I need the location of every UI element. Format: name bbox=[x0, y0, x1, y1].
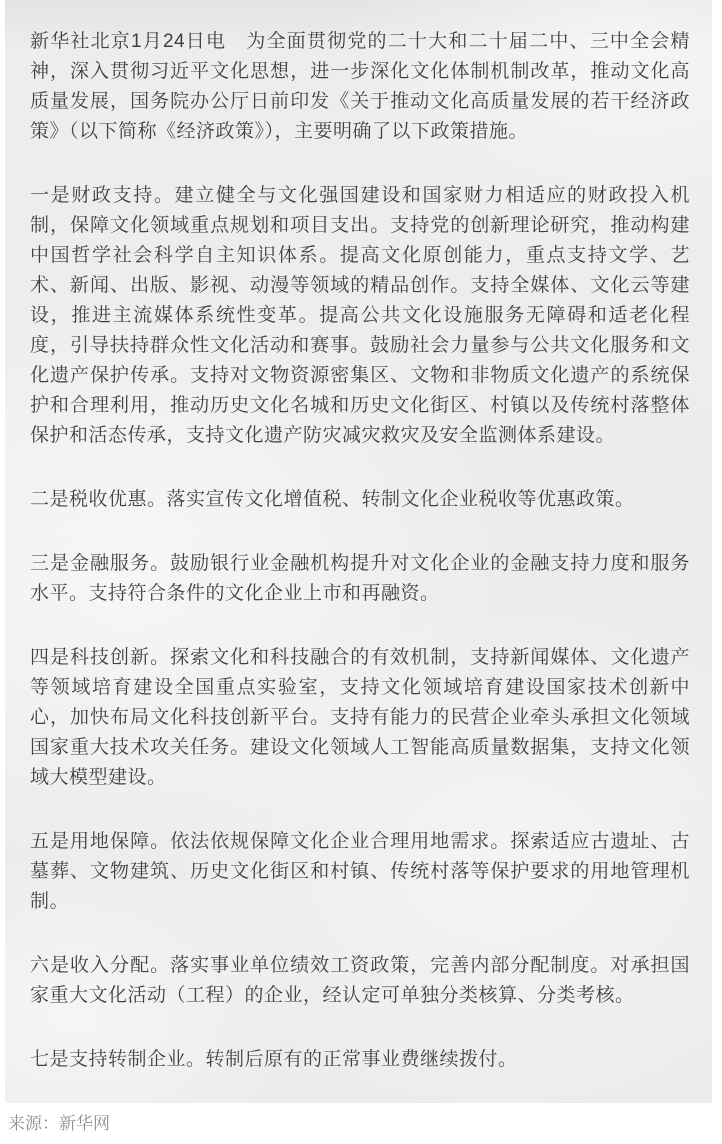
article-paragraph-policy-2-tax-incentives: 二是税收优惠。落实宣传文化增值税、转制文化企业税收等优惠政策。 bbox=[30, 489, 635, 510]
article-paragraph-policy-5-land-guarantee: 五是用地保障。依法依规保障文化企业合理用地需求。探索适应古遗址、古墓葬、文物建筑、历史文化街区和村镇、传统村落等保护要求的用地管理机制。 bbox=[30, 831, 690, 912]
article-paragraph-policy-6-income-distribution: 六是收入分配。落实事业单位绩效工资政策，完善内部分配制度。对承担国家重大文化活动（工程）的企业，经认定可单独分类核算、分类考核。 bbox=[30, 955, 690, 1006]
article-paragraph-policy-4-tech-innovation: 四是科技创新。探索文化和科技融合的有效机制，支持新闻媒体、文化遗产等领域培育建设全国重点实验室，支持文化领域培育建设国家技术创新中心，加快布局文化科技创新平台。支持有能力的民营企业牵头承担文化领域国家重大技术攻关任务。建设文化领域人工智能高质量数据集，支持文化领域大模型建设。 bbox=[30, 647, 690, 788]
article-paragraph-lead: 新华社北京1月24日电 为全面贯彻党的二十大和二十届二中、三中全会精神，深入贯彻习近平文化思想，进一步深化文化体制机制改革，推动文化高质量发展，国务院办公厅日前印发《关于推动文化高质量发展的若干经济政策》（以下简称《经济政策》），主要明确了以下政策措施。 bbox=[30, 31, 690, 142]
article-paragraph-policy-7-converted-enterprises: 七是支持转制企业。转制后原有的正常事业费继续拨付。 bbox=[30, 1049, 518, 1070]
article-body-panel bbox=[5, 0, 712, 1103]
article-paragraph-policy-1-fiscal-support: 一是财政支持。建立健全与文化强国建设和国家财力相适应的财政投入机制，保障文化领域重点规划和项目支出。支持党的创新理论研究，推动构建中国哲学社会科学自主知识体系。提高文化原创能力，重点支持文学、艺术、新闻、出版、影视、动漫等领域的精品创作。支持全媒体、文化云等建设，推进主流媒体系统性变革。提高公共文化设施服务无障碍和适老化程度，引导扶持群众性文化活动和赛事。鼓励社会力量参与公共文化服务和文化遗产保护传承。支持对文物资源密集区、文物和非物质文化遗产的系统保护和合理利用，推动历史文化名城和历史文化街区、村镇以及传统村落整体保护和活态传承，支持文化遗产防灾减灾救灾及安全监测体系建设。 bbox=[30, 185, 690, 446]
article-paragraph-policy-3-financial-services: 三是金融服务。鼓励银行业金融机构提升对文化企业的金融支持力度和服务水平。支持符合条件的文化企业上市和再融资。 bbox=[30, 553, 690, 604]
source-attribution: 来源：新华网 bbox=[8, 1114, 110, 1133]
